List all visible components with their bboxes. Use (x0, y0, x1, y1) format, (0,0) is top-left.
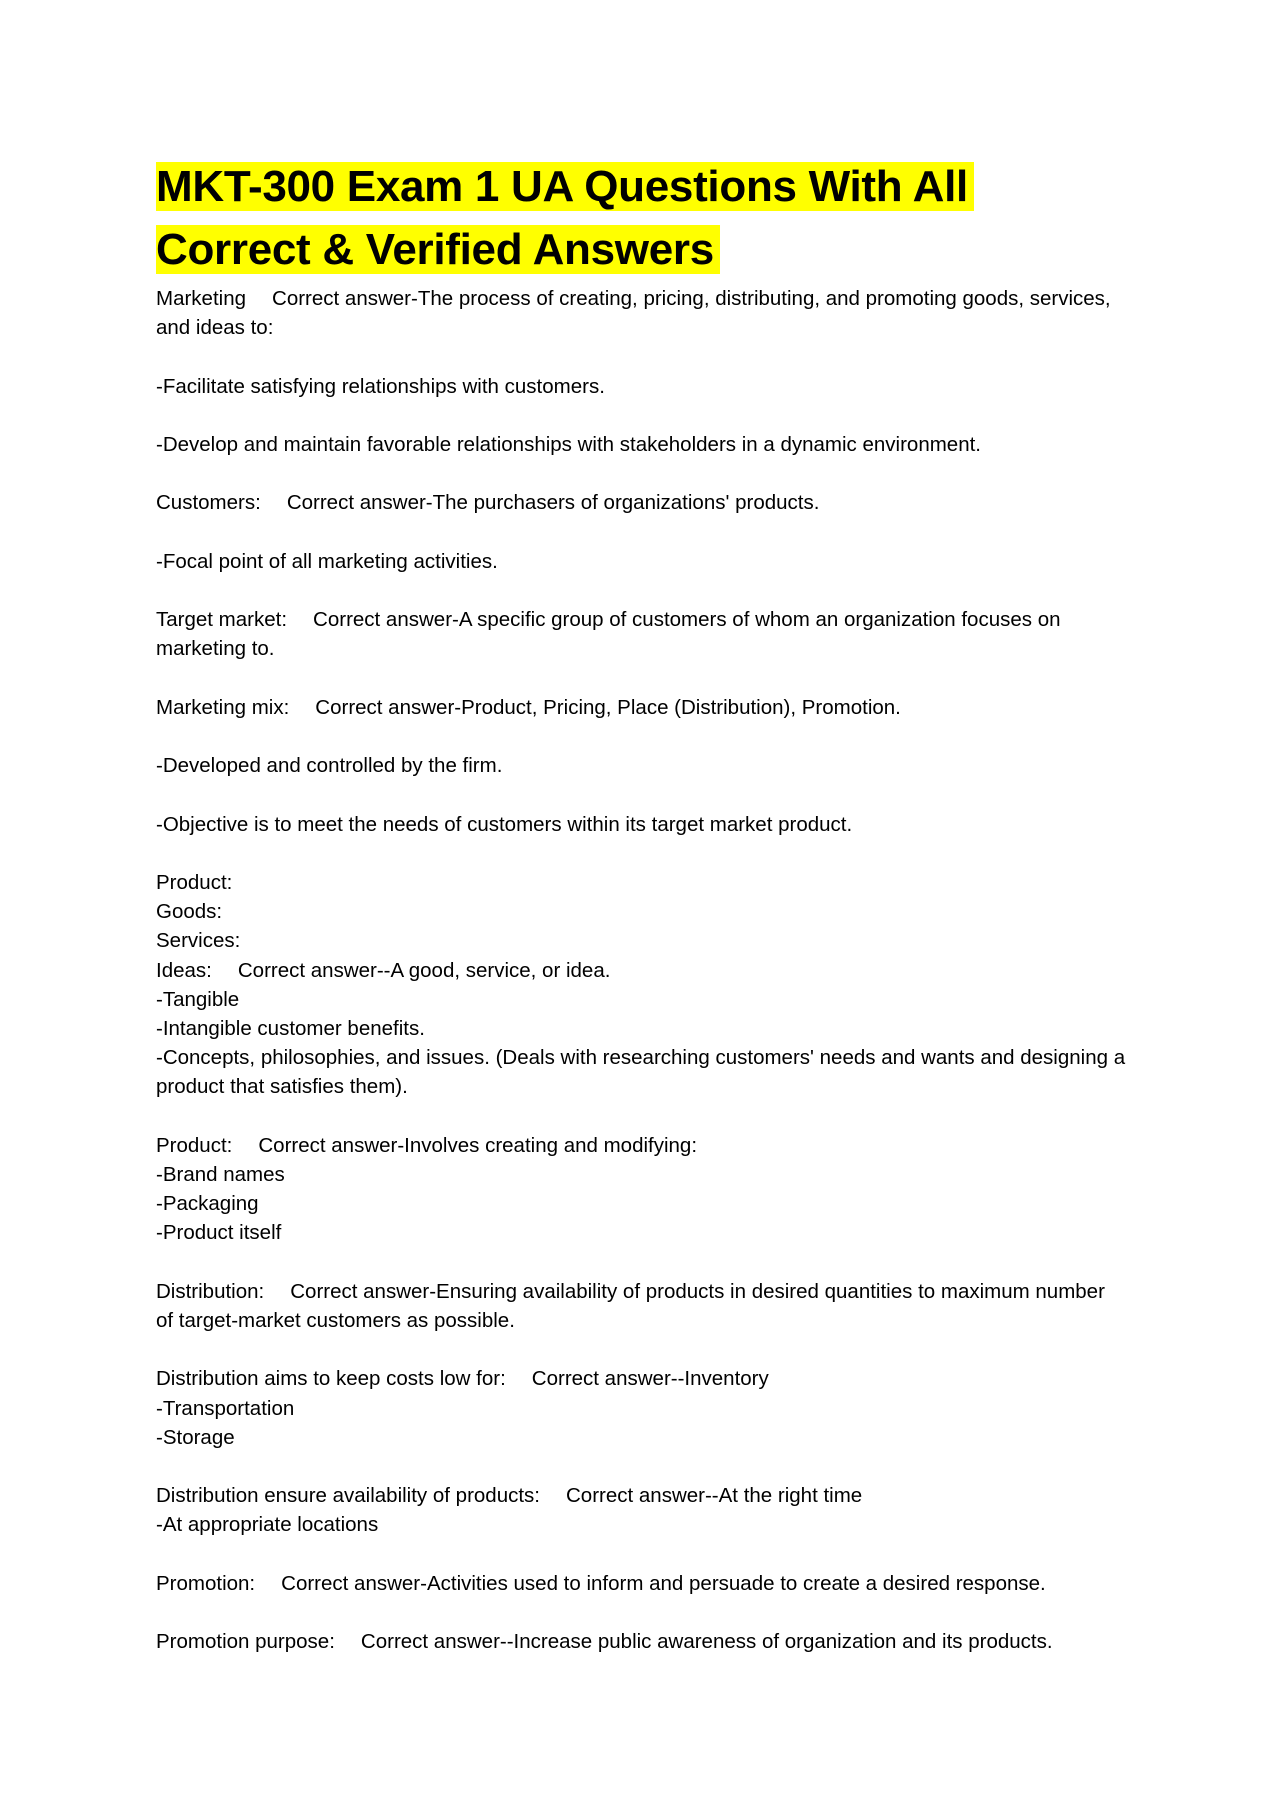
text-line (156, 868, 1126, 897)
line-text: -Develop and maintain favorable relationships with stakeholders in a dynamic environment. (156, 432, 981, 456)
blank-line (156, 518, 1126, 547)
text-line (156, 1510, 1126, 1539)
line-text: -Packaging (156, 1192, 259, 1216)
title-highlight: MKT-300 Exam 1 UA Questions With All Correct & Verified Answers (156, 162, 974, 274)
qa-entry (156, 1627, 1126, 1656)
text-line (156, 985, 1126, 1014)
line-text: -Focal point of all marketing activities. (156, 549, 498, 573)
blank-line (156, 342, 1126, 371)
blank-line (156, 459, 1126, 488)
document-body (156, 284, 1131, 1656)
line-text: -Objective is to meet the needs of customers within its target market product. (156, 812, 853, 836)
blank-line (156, 664, 1126, 693)
line-text: -Storage (156, 1425, 235, 1449)
question-term: Distribution: (156, 1279, 265, 1303)
qa-entry (156, 956, 1126, 985)
blank-line (156, 1248, 1126, 1277)
qa-entry (156, 605, 1126, 663)
blank-line (156, 1335, 1126, 1364)
line-text: -Concepts, philosophies, and issues. (Deals with researching customers' needs and wants and designing a product that satisfies them). (156, 1046, 1131, 1099)
answer-text: Correct answer--A good, service, or idea. (237, 958, 611, 982)
line-text: -Brand names (156, 1162, 285, 1186)
answer-text: Correct answer--Increase public awareness of organization and its products. (360, 1630, 1053, 1654)
question-term: Product: (156, 1133, 233, 1157)
blank-line (156, 1598, 1126, 1627)
qa-entry (156, 1131, 1126, 1160)
line-text: -Product itself (156, 1221, 282, 1245)
blank-line (156, 1540, 1126, 1569)
qa-entry (156, 488, 1126, 517)
text-line (156, 547, 1126, 576)
text-line (156, 1043, 1131, 1101)
question-term: Promotion purpose: (156, 1630, 335, 1654)
text-line (156, 1218, 1126, 1247)
blank-line (156, 401, 1126, 430)
answer-text: Correct answer--Inventory (531, 1367, 769, 1391)
blank-line (156, 722, 1126, 751)
document-page (156, 155, 1131, 1656)
answer-text: Correct answer-Involves creating and modifying: (258, 1133, 698, 1157)
line-text: -Tangible (156, 987, 240, 1011)
blank-line (156, 1452, 1126, 1481)
blank-line (156, 780, 1126, 809)
qa-entry (156, 284, 1126, 342)
qa-entry (156, 1481, 1126, 1510)
text-line (156, 926, 1126, 955)
answer-text: Correct answer--At the right time (566, 1484, 863, 1508)
question-term: Ideas: (156, 958, 212, 982)
text-line (156, 1394, 1126, 1423)
question-term: Distribution aims to keep costs low for: (156, 1367, 506, 1391)
answer-text: Correct answer-Product, Pricing, Place (Distribution), Promotion. (315, 695, 901, 719)
answer-text: Correct answer-Ensuring availability of products in desired quantities to maximum number of target-market customers as possible. (156, 1279, 1111, 1332)
question-term: Distribution ensure availability of products: (156, 1484, 540, 1508)
question-term: Marketing mix: (156, 695, 290, 719)
line-text: -At appropriate locations (156, 1513, 379, 1537)
text-line (156, 751, 1126, 780)
line-text: -Developed and controlled by the firm. (156, 754, 503, 778)
text-line (156, 897, 1126, 926)
qa-entry (156, 1277, 1126, 1335)
line-text: Goods: (156, 900, 223, 924)
line-text: -Facilitate satisfying relationships with customers. (156, 374, 605, 398)
answer-text: Correct answer-The purchasers of organizations' products. (286, 491, 820, 515)
answer-text: Correct answer-Activities used to inform and persuade to create a desired response. (281, 1571, 1046, 1595)
answer-text: Correct answer-The process of creating, pricing, distributing, and promoting goods, services, and ideas to: (156, 287, 1117, 340)
text-line (156, 1189, 1126, 1218)
question-term: Target market: (156, 608, 288, 632)
blank-line (156, 1102, 1126, 1131)
qa-entry (156, 1364, 1126, 1393)
text-line (156, 1014, 1126, 1043)
line-text: Services: (156, 929, 241, 953)
qa-entry (156, 1569, 1126, 1598)
document-title (156, 155, 1126, 281)
qa-entry (156, 693, 1126, 722)
line-text: -Transportation (156, 1396, 295, 1420)
text-line (156, 430, 1126, 459)
question-term: Customers: (156, 491, 261, 515)
text-line (156, 1423, 1126, 1452)
question-term: Marketing (156, 287, 247, 310)
text-line (156, 810, 1126, 839)
blank-line (156, 576, 1126, 605)
question-term: Promotion: (156, 1571, 256, 1595)
line-text: -Intangible customer benefits. (156, 1016, 425, 1040)
line-text: Product: (156, 870, 233, 894)
blank-line (156, 839, 1126, 868)
text-line (156, 372, 1126, 401)
text-line (156, 1160, 1126, 1189)
answer-text: Correct answer-A specific group of customers of whom an organization focuses on marketing to. (156, 608, 1067, 661)
